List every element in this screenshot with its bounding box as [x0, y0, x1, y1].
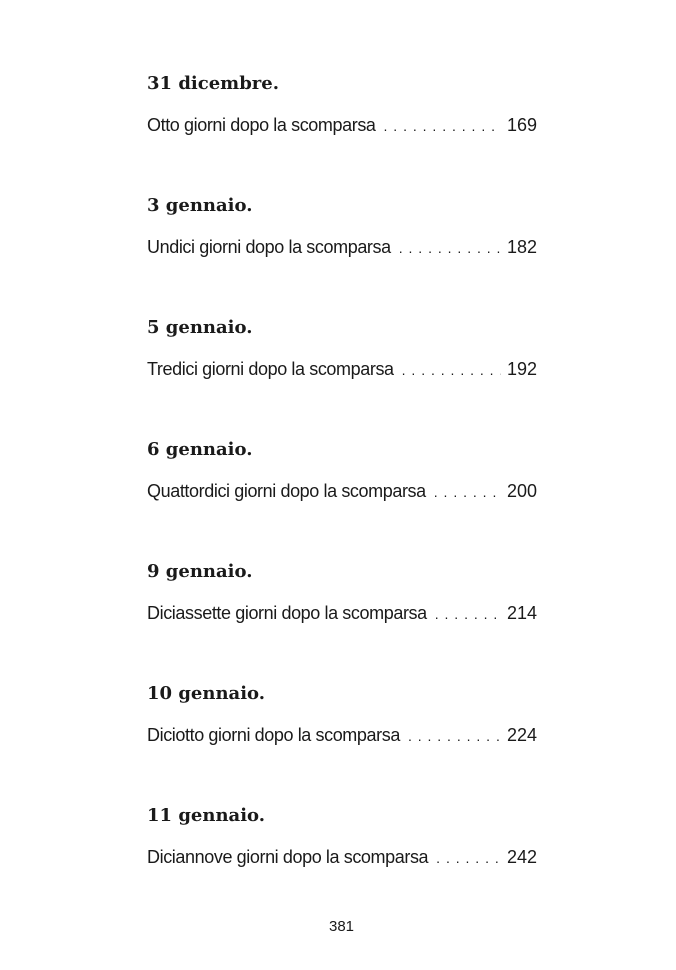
- entry-title: Tredici giorni dopo la scomparsa: [147, 359, 394, 379]
- entry-title: Diciassette giorni dopo la scomparsa: [147, 603, 427, 623]
- dot-leader: [384, 113, 501, 138]
- toc-entry: [147, 316, 537, 438]
- dot-leader: [408, 723, 501, 748]
- entry-date-heading: 6 gennaio.: [147, 439, 253, 460]
- toc-entry: [147, 438, 537, 560]
- table-of-contents: [147, 72, 537, 926]
- entry-date-heading: 3 gennaio.: [147, 195, 253, 216]
- dot-leader: [436, 845, 501, 870]
- entry-title: Undici giorni dopo la scomparsa: [147, 237, 391, 257]
- entry-date-heading: 31 dicembre.: [147, 73, 279, 94]
- dot-leader: [435, 601, 501, 626]
- entry-title: Otto giorni dopo la scomparsa: [147, 115, 376, 135]
- toc-entry-line[interactable]: [147, 845, 537, 870]
- dot-leader: [399, 235, 501, 260]
- entry-page-number: 242: [506, 847, 537, 867]
- page-number: 381: [328, 918, 355, 935]
- entry-date-heading: 11 gennaio.: [147, 805, 265, 826]
- entry-page-number: 214: [506, 603, 537, 623]
- entry-date-heading: 5 gennaio.: [147, 317, 253, 338]
- toc-entry-line[interactable]: [147, 113, 537, 138]
- toc-entry: [147, 804, 537, 926]
- toc-entry: [147, 194, 537, 316]
- dot-leader: [434, 479, 501, 504]
- toc-entry-line[interactable]: [147, 479, 537, 504]
- entry-page-number: 192: [506, 359, 537, 379]
- entry-title: Quattordici giorni dopo la scomparsa: [147, 481, 426, 501]
- toc-entry-line[interactable]: [147, 357, 537, 382]
- toc-entry-line[interactable]: [147, 235, 537, 260]
- toc-entry: [147, 560, 537, 682]
- toc-entry: [147, 72, 537, 194]
- toc-entry: [147, 682, 537, 804]
- entry-date-heading: 10 gennaio.: [147, 683, 265, 704]
- entry-page-number: 182: [506, 237, 537, 257]
- entry-title: Diciotto giorni dopo la scomparsa: [147, 725, 400, 745]
- entry-title: Diciannove giorni dopo la scomparsa: [147, 847, 429, 867]
- entry-page-number: 224: [506, 725, 537, 745]
- entry-page-number: 200: [506, 481, 537, 501]
- entry-date-heading: 9 gennaio.: [147, 561, 253, 582]
- entry-page-number: 169: [506, 115, 537, 135]
- toc-entry-line[interactable]: [147, 723, 537, 748]
- dot-leader: [402, 357, 501, 382]
- toc-entry-line[interactable]: [147, 601, 537, 626]
